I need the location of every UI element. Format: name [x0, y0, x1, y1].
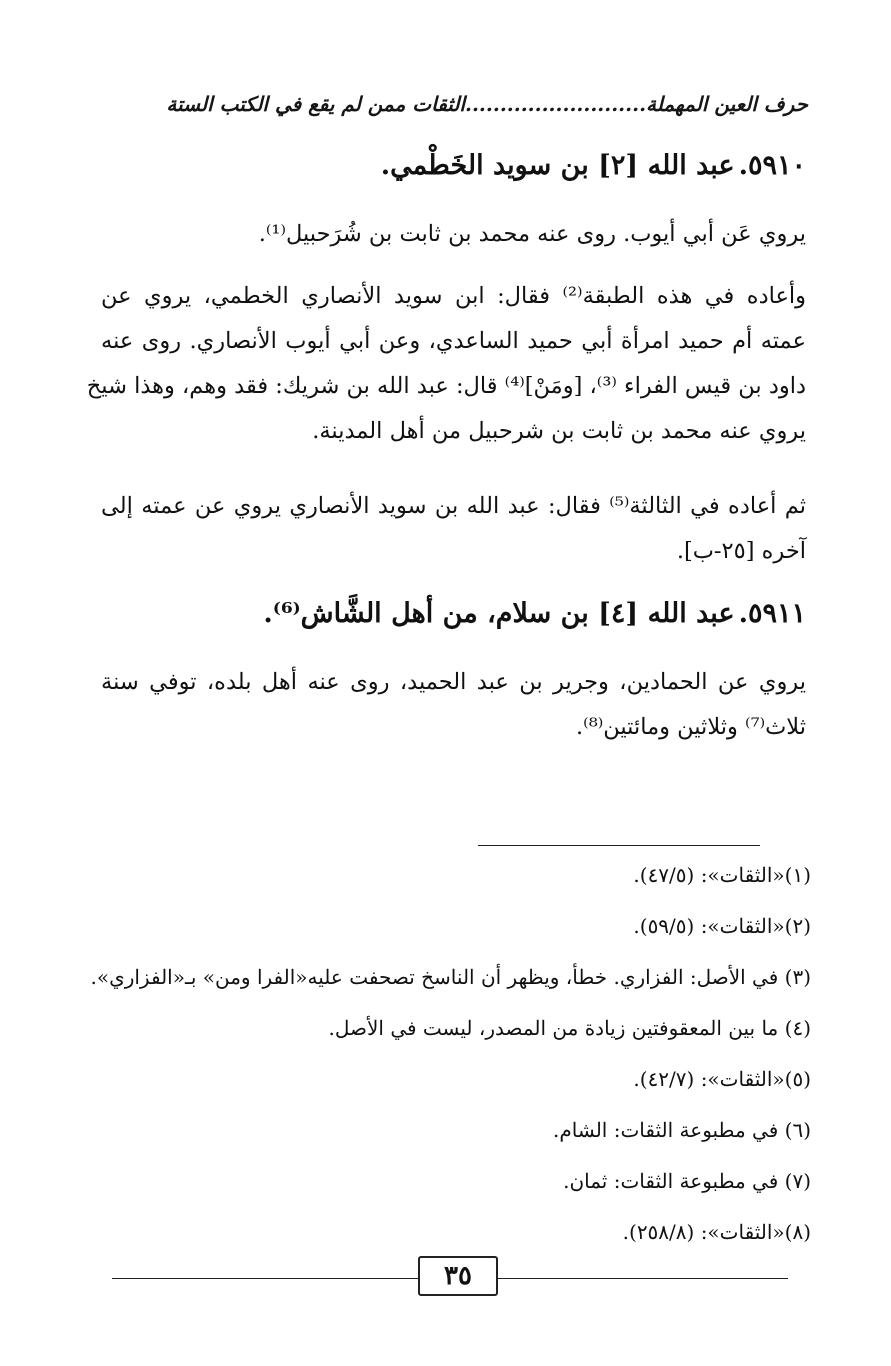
- footnote: (٨)«الثقات»: (٢٥٨/٨).: [622, 1220, 811, 1244]
- footnotes: [91, 850, 811, 1258]
- entry-paragraph: [86, 274, 806, 454]
- entry-number: ٥٩١١.: [738, 598, 806, 629]
- header-chapter-title: حرف العين المهملة: [646, 92, 808, 116]
- paragraph-line: آخره [٢٥-ب].: [676, 538, 806, 564]
- footnote: (٤) ما بين المعقوفتين زيادة من المصدر، ليست في الأصل.: [328, 1016, 811, 1040]
- footer-rule-left: [112, 1278, 418, 1279]
- paragraph-line: يروي عَن أبي أيوب. روى عنه محمد بن ثابت بن شُرَحبيل⁽¹⁾.: [258, 221, 806, 247]
- running-header: [118, 92, 808, 116]
- paragraph-line: ثم أعاده في الثالثة⁽⁵⁾ فقال: عبد الله بن سويد الأنصاري يروي عن عمته إلى: [101, 493, 806, 519]
- entry-heading-5911: [106, 598, 806, 629]
- paragraph-line: يروي عنه محمد بن ثابت بن شرحبيل من أهل المدينة.: [312, 418, 806, 444]
- paragraph-line: عمته أم حميد امرأة أبي حميد الساعدي، وعن أبي أيوب الأنصاري. روى عنه: [101, 328, 806, 354]
- entry-paragraph: [101, 484, 806, 574]
- footnote: (٥)«الثقات»: (٤٢/٧).: [633, 1067, 811, 1091]
- header-dots: ..........................: [465, 92, 647, 116]
- footnote: (١)«الثقات»: (٤٧/٥).: [633, 863, 811, 887]
- entry-paragraph: [101, 212, 806, 257]
- entry-paragraph: [101, 660, 806, 750]
- page-number: ٣٥: [418, 1256, 498, 1296]
- footnote: (٦) في مطبوعة الثقات: الشام.: [553, 1118, 811, 1142]
- paragraph-line: يروي عن الحمادين، وجرير بن عبد الحميد، روى عنه أهل بلده، توفي سنة: [101, 669, 806, 695]
- footnote: (٢)«الثقات»: (٥٩/٥).: [633, 914, 811, 938]
- entry-heading-5910: [106, 150, 806, 181]
- entry-name: عبد الله [٢] بن سويد الخَطْمي.: [380, 150, 735, 181]
- paragraph-line: وأعاده في هذه الطبقة⁽²⁾ فقال: ابن سويد الأنصاري الخطمي، يروي عن: [101, 283, 806, 309]
- footnote-separator: [478, 845, 760, 846]
- entry-number: ٥٩١٠.: [738, 150, 806, 181]
- header-book-title: الثقات ممن لم يقع في الكتب الستة: [166, 92, 465, 116]
- paragraph-line: ثلاث⁽⁷⁾ وثلاثين ومائتين⁽⁸⁾.: [576, 714, 806, 740]
- footnote: (٣) في الأصل: الفزاري. خطأ، ويظهر أن الناسخ تصحفت عليه«الفرا ومن» بـ«الفزاري».: [90, 965, 811, 989]
- paragraph-line: داود بن قيس الفراء ⁽³⁾، [ومَنْ]⁽⁴⁾ قال: عبد الله بن شريك: فقد وهم، وهذا شيخ: [86, 373, 806, 399]
- footer-rule-right: [498, 1278, 788, 1279]
- footnote: (٧) في مطبوعة الثقات: ثمان.: [563, 1169, 811, 1193]
- entry-name: عبد الله [٤] بن سلام، من أهل الشَّاش⁽⁶⁾.: [263, 598, 735, 629]
